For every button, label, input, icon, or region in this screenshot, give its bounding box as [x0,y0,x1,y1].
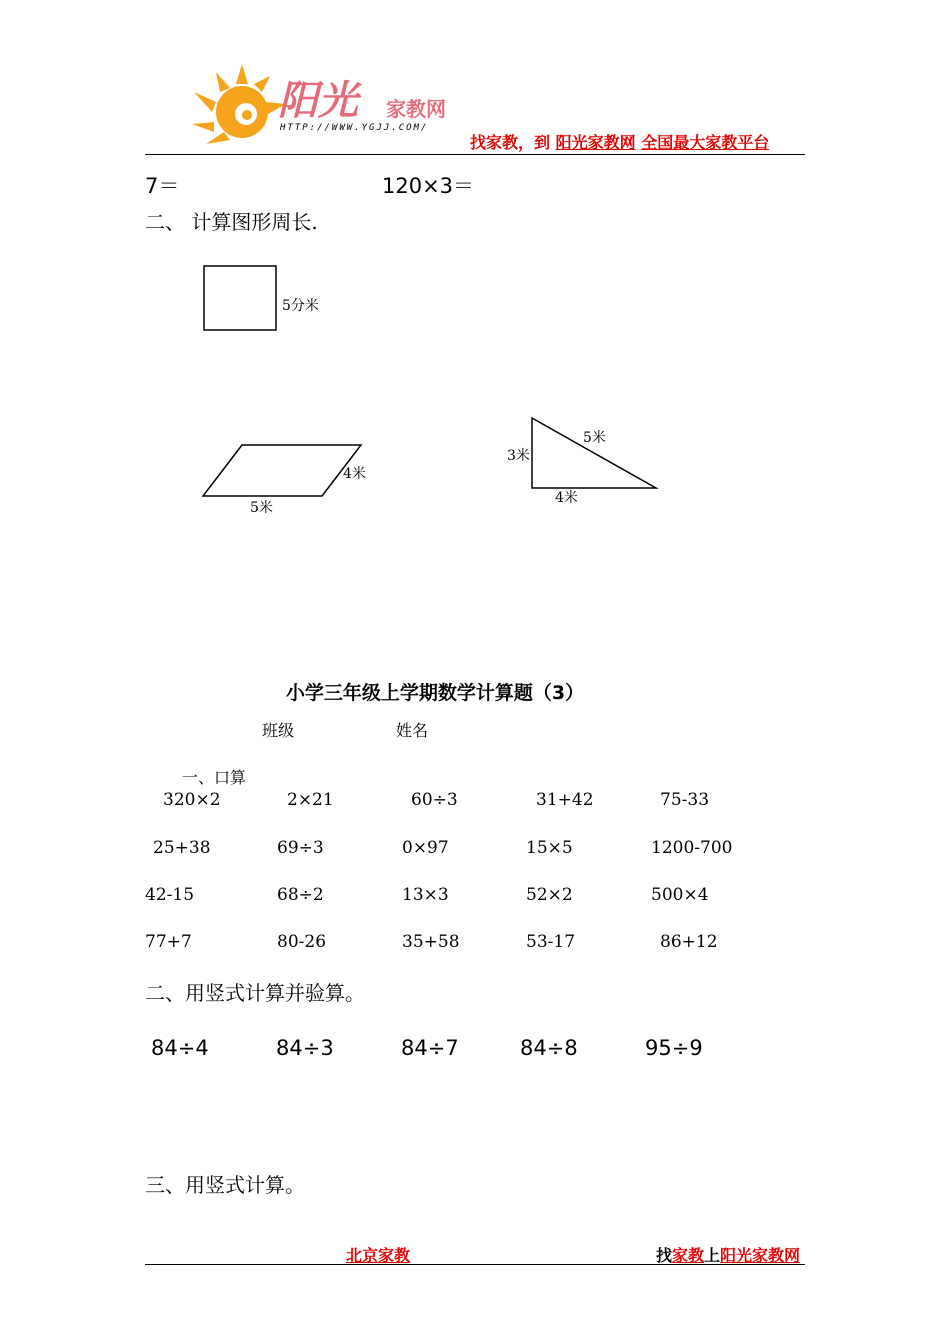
vertical-check-heading: 二、用竖式计算并验算。 [145,981,365,1005]
logo-brand-sub: 家教网 [386,97,446,121]
footer-right [656,1243,800,1266]
sun-icon [192,64,286,144]
parallelogram-side-label: 4米 [343,466,366,482]
oral-problem: 31+42 [536,790,594,810]
oral-problem: 80-26 [277,932,327,952]
slogan-prefix: 找家教，到 [470,133,551,152]
parallelogram-base-label: 5米 [250,500,273,516]
division-problem: 95÷9 [645,1036,703,1060]
oral-problem: 13×3 [402,885,449,905]
division-problem: 84÷7 [401,1036,459,1060]
division-problem: 84÷4 [151,1036,209,1060]
vertical-heading: 三、用竖式计算。 [145,1173,305,1197]
oral-problem: 500×4 [651,885,709,905]
triangle-hyp-label: 5米 [583,430,606,446]
oral-problem: 25+38 [153,838,211,858]
oral-problem: 35+58 [402,932,460,952]
parallelogram-shape [203,445,361,496]
top-line-right: 120×3＝ [382,174,475,198]
triangle-figure [505,412,665,512]
header-rule [145,154,805,155]
division-problem: 84÷3 [276,1036,334,1060]
oral-problem: 77+7 [145,932,192,952]
triangle-base-label: 4米 [555,490,578,506]
oral-problem: 75-33 [660,790,710,810]
header-slogan [470,130,769,153]
footer-right-prefix: 找 [656,1246,673,1265]
division-problem: 84÷8 [520,1036,578,1060]
oral-problem: 86+12 [660,932,718,952]
oral-problem: 320×2 [163,790,221,810]
square-figure [200,262,340,337]
top-line-left: 7＝ [145,174,180,198]
footer-left-link[interactable]: 北京家教 [346,1246,411,1265]
logo-url: HTTP://WWW.YGJJ.COM/ [280,123,429,133]
oral-problem: 68÷2 [277,885,324,905]
logo-brand: 阳光 [278,77,358,124]
slogan-link[interactable]: 阳光家教网 [555,133,636,152]
name-label: 姓名 [396,721,429,740]
footer-rule [145,1264,805,1265]
oral-problem: 52×2 [526,885,573,905]
triangle-left-label: 3米 [507,448,530,464]
footer-link-brand[interactable]: 阳光家教网 [720,1246,801,1265]
footer-right-mid: 上 [704,1246,721,1265]
square-label: 5分米 [282,298,319,314]
oral-problem: 53-17 [526,932,576,952]
slogan-suffix[interactable]: 全国最大家教平台 [641,133,770,152]
perimeter-heading: 二、 计算图形周长. [145,210,318,234]
oral-problem: 60÷3 [411,790,458,810]
oral-problem: 69÷3 [277,838,324,858]
oral-problem: 1200-700 [651,838,733,858]
square-shape [204,266,276,330]
triangle-shape [532,418,656,488]
parallelogram-figure [198,440,388,520]
footer-link-jiajiao[interactable]: 家教 [672,1246,705,1265]
oral-heading: 一、口算 [182,768,247,787]
class-label: 班级 [262,721,295,740]
oral-problem: 0×97 [402,838,449,858]
oral-problem: 15×5 [526,838,573,858]
worksheet-title: 小学三年级上学期数学计算题（3） [285,682,585,704]
oral-problem: 42-15 [145,885,195,905]
oral-problem: 2×21 [287,790,334,810]
